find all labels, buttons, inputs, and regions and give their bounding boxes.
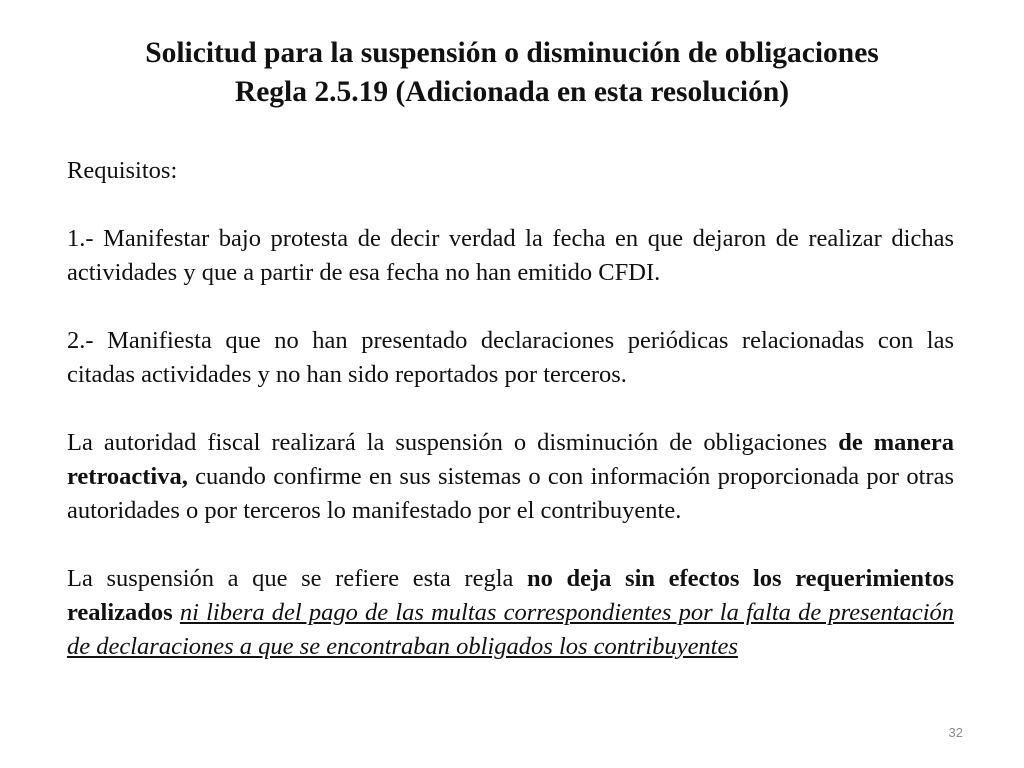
page-number: 32 — [948, 725, 963, 740]
suspension-italic-underline: ni libera del pago de las multas correspondientes por la falta de presentación de declaraciones a que se encontraban obligados los contribuyentes — [67, 599, 954, 660]
title-line-2: Regla 2.5.19 (Adicionada en esta resolución) — [234, 76, 790, 108]
requirement-item-1: 1.- Manifestar bajo protesta de decir verdad la fecha en que dejaron de realizar dichas actividades y que a partir de esa fecha no han emitido CFDI. — [67, 225, 954, 286]
suspension-paragraph — [67, 562, 954, 664]
requirement-item-2: 2.- Manifiesta que no han presentado declaraciones periódicas relacionadas con las citadas actividades y no han sido reportados por terceros. — [67, 327, 954, 388]
retroactive-text-a: La autoridad fiscal realizará la suspensión o disminución de obligaciones — [67, 429, 839, 456]
slide-title — [40, 34, 984, 112]
retroactive-paragraph — [67, 426, 954, 528]
slide-body — [67, 154, 954, 664]
suspension-text-a: La suspensión a que se refiere esta regla — [67, 565, 528, 592]
retroactive-text-b: cuando confirme en sus sistemas o con información proporcionada por otras autoridades o por terceros lo manifestado por el contribuyente. — [67, 463, 954, 524]
retroactive-bold: de manera retroactiva, — [67, 429, 954, 490]
title-line-1: Solicitud para la suspensión o disminución de obligaciones — [145, 37, 879, 69]
requisitos-heading: Requisitos: — [67, 157, 178, 184]
suspension-bold: no deja sin efectos los requerimientos realizados — [67, 565, 954, 626]
suspension-space — [173, 599, 180, 626]
